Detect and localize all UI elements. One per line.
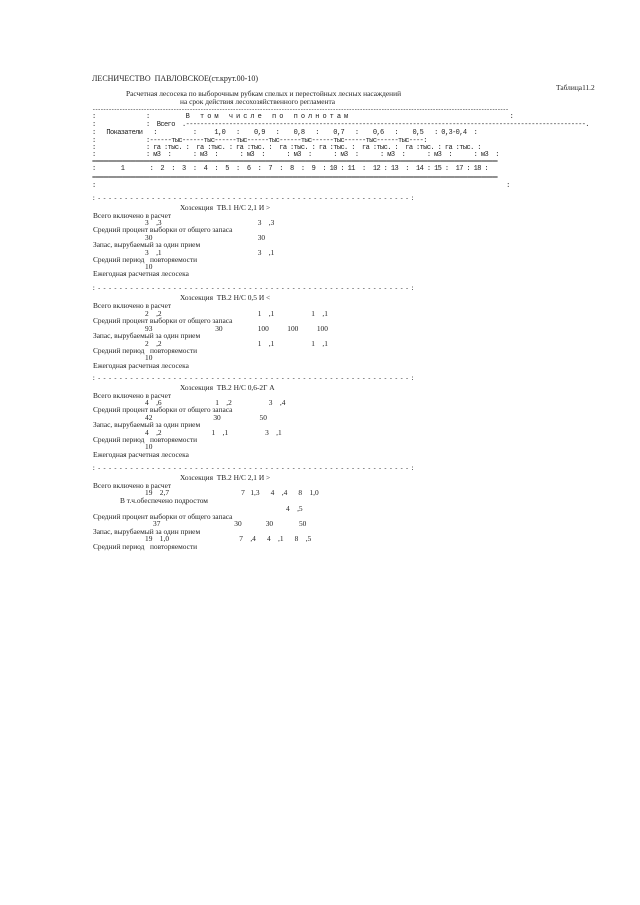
row-values-period: 10	[145, 353, 153, 362]
row-values-total: 3 ,3 3 ,3	[145, 218, 275, 227]
header-rule-mid: ======================================================================================================================================================	[92, 158, 498, 165]
row-values-percent: 93 30 100 100 100	[145, 324, 328, 333]
row-label-period: Средний период повторяемости	[93, 255, 198, 264]
header-row-total: : : Всего .---------------------------------------------------------------------------------------------------------------.	[92, 121, 589, 129]
section-title: Хозсекция ТВ.2 Н/С 0,5 И <	[180, 293, 271, 302]
row-label-total: Всего включено в расчет	[93, 211, 172, 220]
row-label-stock: Запас, вырубаемый за один прием	[93, 240, 201, 249]
header-row-fullness: : : В т о м ч и с л е п о п о л н о т а м :	[92, 113, 514, 121]
row-values-percent: 42 30 50	[145, 413, 267, 422]
section-rule: : - - - - - - - - - - - - - - - - - - - - - - - - - - - - - - - - - - - - - - - - - - - - - - - - - - - - - - - - - - :	[92, 285, 414, 292]
table-blank-row: : :	[92, 182, 510, 190]
section-rule: : - - - - - - - - - - - - - - - - - - - - - - - - - - - - - - - - - - - - - - - - - - - - - - - - - - - - - - - - - - :	[92, 375, 414, 382]
row-values-stock: 4 ,2 1 ,1 3 ,1	[145, 428, 282, 437]
row-label-total: Всего включено в расчет	[93, 391, 172, 400]
header-row-indicators: : Показатели : : 1,0 : 0,9 : 0,8 : 0,7 : 0,6 : 0,5 : 0,3-0,4 :	[92, 129, 478, 137]
header-row-units: : : га :тыс. : га :тыс. : га :тыс. : га :тыс. : га :тыс. : га :тыс. : га :тыс. : га :тыс. :	[92, 144, 481, 152]
row-label-percent: Средний процент выборки от общего запаса	[93, 225, 233, 234]
row-label-period: Средний период повторяемости	[93, 435, 198, 444]
table-number: Таблица11.2	[556, 83, 595, 92]
section-rule: : - - - - - - - - - - - - - - - - - - - - - - - - - - - - - - - - - - - - - - - - - - - - - - - - - - - - - - - - - - :	[92, 465, 414, 472]
row-values-period: 10	[145, 262, 153, 271]
row-label-percent: Средний процент выборки от общего запаса	[93, 512, 233, 521]
row-values-total: 19 2,7 7 1,3 4 ,4 8 1,0	[145, 488, 319, 497]
row-label-period: Средний период повторяемости	[93, 346, 198, 355]
section-title: Хозсекция ТВ.2 Н/С 0,6-2Г А	[180, 383, 275, 392]
row-label-stock: Запас, вырубаемый за один прием	[93, 331, 201, 340]
document-subtitle: на срок действия лесохозяйственного регламента	[180, 97, 336, 106]
row-values-total: 2 ,2 1 ,1 1 ,1	[145, 309, 328, 318]
row-values-percent: 37 30 30 50	[153, 519, 307, 528]
row-values-stock: 19 1,0 7 ,4 4 ,1 8 ,5	[145, 534, 312, 543]
row-values-period: 10	[145, 442, 153, 451]
row-label-total: Всего включено в расчет	[93, 301, 172, 310]
row-values-stock: 3 ,1 3 ,1	[145, 248, 275, 257]
row-label-stock: Запас, вырубаемый за один прием	[93, 420, 201, 429]
section-title: Хозсекция ТВ.2 Н/С 2,1 И >	[180, 473, 271, 482]
row-values-stock: 2 ,2 1 ,1 1 ,1	[145, 339, 328, 348]
header-rule-bottom: ======================================================================================================================================================	[92, 174, 498, 181]
section-title: Хозсекция ТВ.1 Н/С 2,1 И >	[180, 203, 271, 212]
column-numbers-row: : 1 : 2 : 3 : 4 : 5 : 6 : 7 : 8 : 9 : 10 : 11 : 12 : 13 : 14 : 15 : 17 : 18 :	[92, 165, 489, 173]
header-rule-top: ----------------------------------------------------------------------------------------------------------------------------------------------------------	[92, 106, 508, 113]
row-values-undergrowth: 4 ,5	[286, 504, 303, 513]
header-row-m3: : : м3 : : м3 : : м3 : : м3 : : м3 : : м3 : : м3 : : м3 :	[92, 151, 499, 159]
section-rule: : - - - - - - - - - - - - - - - - - - - - - - - - - - - - - - - - - - - - - - - - - - - - - - - - - - - - - - - - - - :	[92, 195, 414, 202]
row-values-percent: 30 30	[145, 233, 266, 242]
row-label-annual: Ежегодная расчетная лесосека	[93, 450, 189, 459]
row-label-percent: Средний процент выборки от общего запаса	[93, 316, 233, 325]
row-label-undergrowth: В т.ч.обеспечено подростом	[120, 496, 208, 505]
row-label-total: Всего включено в расчет	[93, 481, 172, 490]
row-label-annual: Ежегодная расчетная лесосека	[93, 269, 189, 278]
header-row-separator: : :------тыс------тыс------тыс------тыс------тыс------тыс------тыс------тыс----:	[92, 137, 427, 145]
document-title: Расчетная лесосека по выборочным рубкам спелых и перестойных лесных насаждений	[126, 89, 402, 98]
row-values-total: 4 ,6 1 ,2 3 ,4	[145, 398, 286, 407]
forestry-name: ЛЕСНИЧЕСТВО ПАВЛОВСКОЕ(ст.крут.00-10)	[92, 74, 258, 83]
row-label-annual: Ежегодная расчетная лесосека	[93, 361, 189, 370]
row-label-percent: Средний процент выборки от общего запаса	[93, 405, 233, 414]
row-label-period: Средний период повторяемости	[93, 542, 198, 551]
row-label-stock: Запас, вырубаемый за один прием	[93, 527, 201, 536]
